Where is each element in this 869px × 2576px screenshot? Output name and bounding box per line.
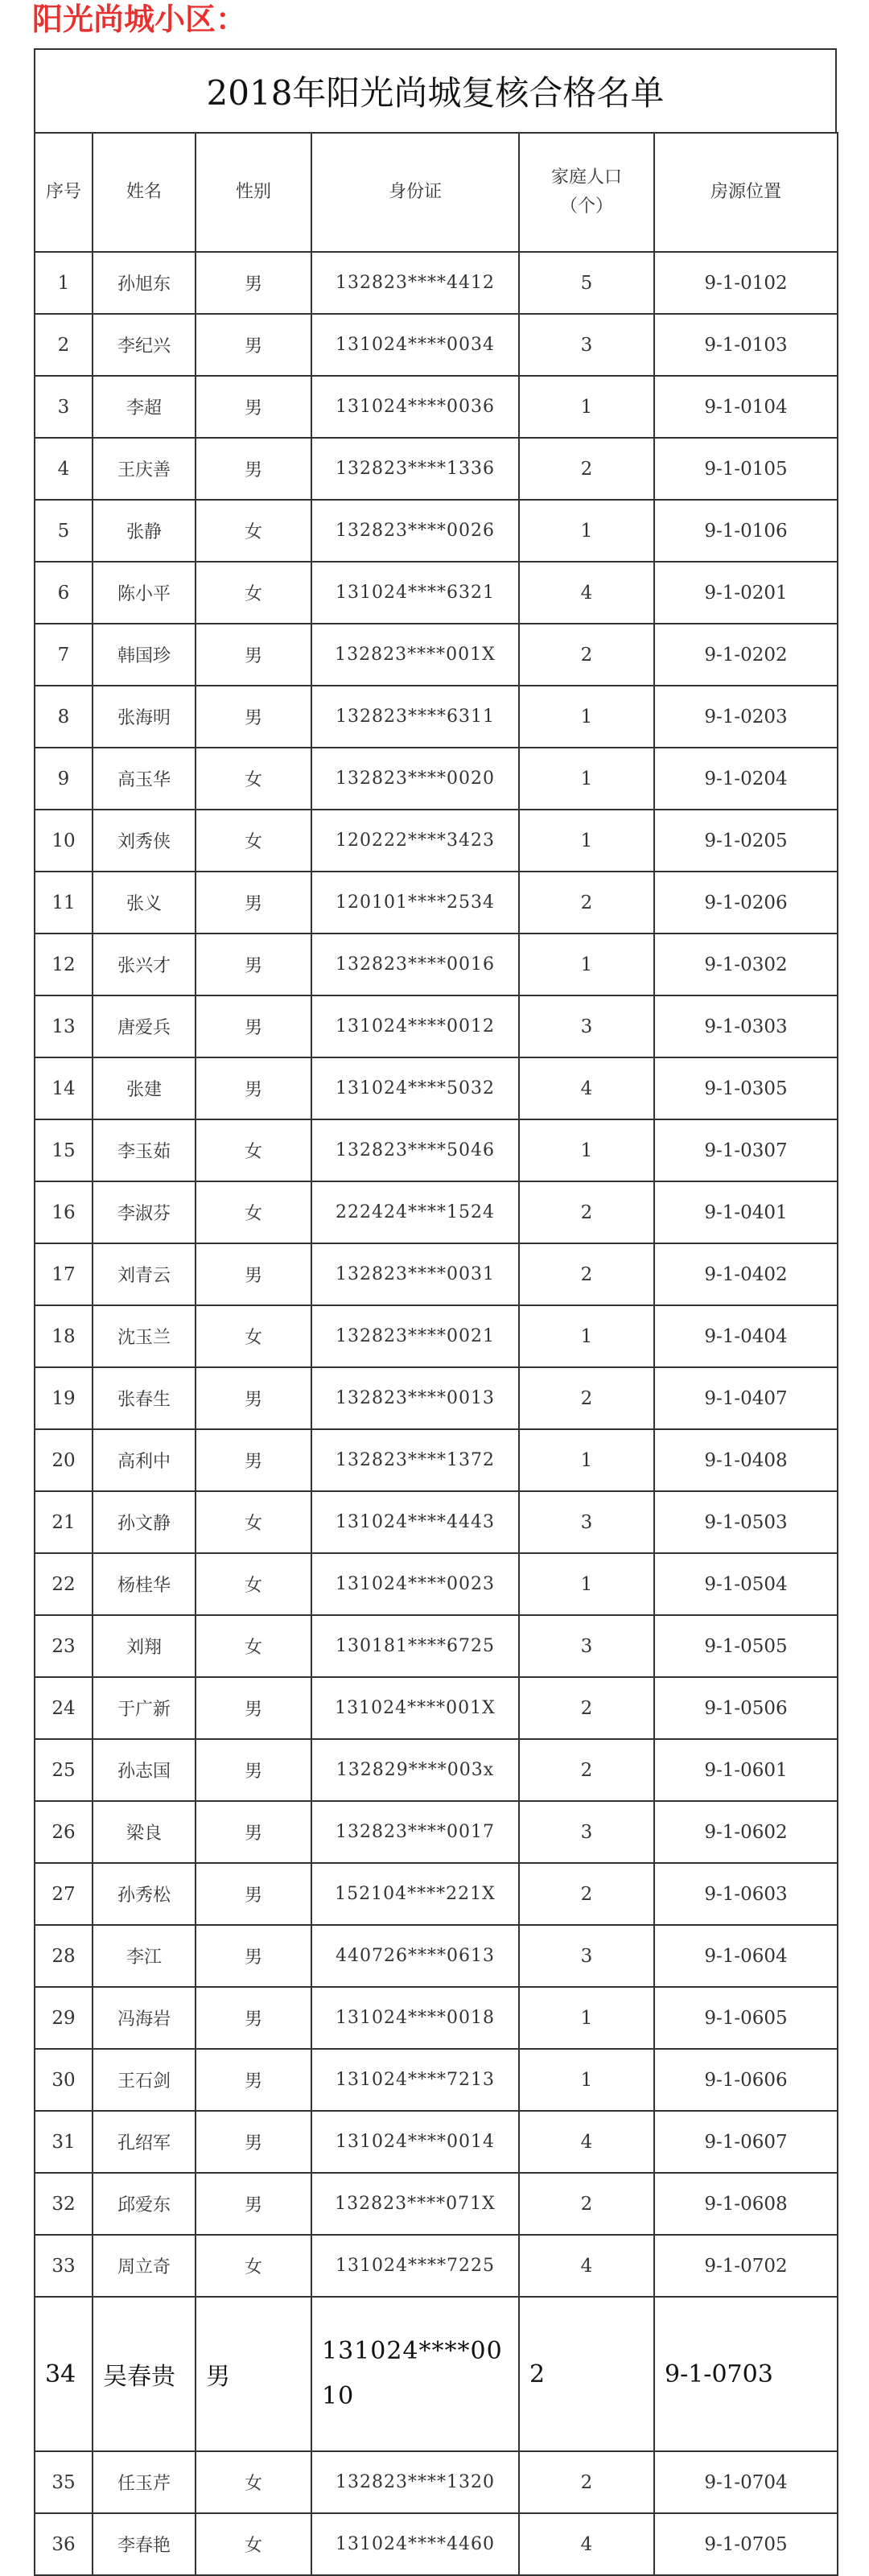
cell-family: 2	[519, 1739, 654, 1801]
cell-location: 9-1-0206	[654, 872, 838, 934]
cell-name: 孙秀松	[93, 1863, 196, 1925]
cell-location: 9-1-0506	[654, 1677, 838, 1739]
cell-id: 132823****0026	[311, 500, 519, 562]
cell-gender: 女	[196, 2451, 311, 2513]
cell-location: 9-1-0408	[654, 1429, 838, 1491]
cell-name: 李淑芬	[93, 1181, 196, 1243]
cell-seq: 3	[35, 376, 93, 438]
table-row	[35, 562, 838, 624]
table-row	[35, 2235, 838, 2297]
cell-location: 9-1-0402	[654, 1243, 838, 1305]
cell-id: 132823****001X	[311, 624, 519, 686]
cell-seq: 28	[35, 1925, 93, 1987]
cell-id: 131024****0036	[311, 376, 519, 438]
table-row	[35, 1057, 838, 1119]
cell-location: 9-1-0203	[654, 686, 838, 748]
cell-family: 4	[519, 1057, 654, 1119]
header-family	[519, 133, 654, 252]
cell-gender: 男	[196, 872, 311, 934]
cell-gender: 女	[196, 1553, 311, 1615]
header-id: 身份证	[311, 133, 519, 252]
cell-seq: 13	[35, 995, 93, 1057]
cell-family: 2	[519, 872, 654, 934]
cell-id: 132823****0017	[311, 1801, 519, 1863]
table-row	[35, 1491, 838, 1553]
cell-seq: 36	[35, 2513, 93, 2575]
cell-name: 陈小平	[93, 562, 196, 624]
cell-name: 吴春贵	[93, 2297, 196, 2451]
cell-id: 222424****1524	[311, 1181, 519, 1243]
cell-name: 于广新	[93, 1677, 196, 1739]
cell-seq: 21	[35, 1491, 93, 1553]
cell-family: 1	[519, 376, 654, 438]
cell-location: 9-1-0605	[654, 1987, 838, 2049]
cell-family: 1	[519, 748, 654, 810]
cell-name: 高利中	[93, 1429, 196, 1491]
community-title: 阳光尚城小区：	[32, 2, 247, 37]
cell-id: 132823****071X	[311, 2173, 519, 2235]
cell-id: 131024****4460	[311, 2513, 519, 2575]
table-row	[35, 1987, 838, 2049]
cell-gender: 女	[196, 1181, 311, 1243]
cell-id: 132823****0031	[311, 1243, 519, 1305]
table-title: 2018年阳光尚城复核合格名单	[34, 48, 837, 132]
table-row	[35, 314, 838, 376]
qualified-list-sheet	[34, 48, 837, 2576]
cell-seq: 2	[35, 314, 93, 376]
cell-name: 刘翔	[93, 1615, 196, 1677]
cell-location: 9-1-0703	[654, 2297, 838, 2451]
cell-family: 3	[519, 314, 654, 376]
cell-gender: 男	[196, 1863, 311, 1925]
table-row	[35, 2111, 838, 2173]
cell-location: 9-1-0201	[654, 562, 838, 624]
cell-name: 王庆善	[93, 438, 196, 500]
cell-location: 9-1-0305	[654, 1057, 838, 1119]
cell-seq: 32	[35, 2173, 93, 2235]
cell-family: 1	[519, 1305, 654, 1367]
table-row	[35, 1367, 838, 1429]
cell-seq: 35	[35, 2451, 93, 2513]
cell-gender: 男	[196, 314, 311, 376]
cell-location: 9-1-0204	[654, 748, 838, 810]
cell-id: 131024****7225	[311, 2235, 519, 2297]
cell-seq: 34	[35, 2297, 93, 2451]
cell-family: 5	[519, 252, 654, 314]
cell-gender: 女	[196, 748, 311, 810]
table-row	[35, 376, 838, 438]
cell-name: 王石剑	[93, 2049, 196, 2111]
cell-location: 9-1-0407	[654, 1367, 838, 1429]
header-location: 房源位置	[654, 133, 838, 252]
table-row	[35, 500, 838, 562]
cell-name: 周立奇	[93, 2235, 196, 2297]
table-row	[35, 686, 838, 748]
cell-location: 9-1-0603	[654, 1863, 838, 1925]
cell-family: 4	[519, 2235, 654, 2297]
cell-seq: 5	[35, 500, 93, 562]
cell-family: 4	[519, 2111, 654, 2173]
cell-location: 9-1-0705	[654, 2513, 838, 2575]
cell-seq: 8	[35, 686, 93, 748]
cell-id: 120222****3423	[311, 810, 519, 872]
cell-location: 9-1-0604	[654, 1925, 838, 1987]
cell-id: 132823****6311	[311, 686, 519, 748]
cell-name: 李江	[93, 1925, 196, 1987]
cell-seq: 20	[35, 1429, 93, 1491]
table-row	[35, 1305, 838, 1367]
cell-family: 2	[519, 624, 654, 686]
cell-location: 9-1-0106	[654, 500, 838, 562]
cell-family: 1	[519, 934, 654, 995]
cell-id: 132823****1336	[311, 438, 519, 500]
cell-id: 132823****0021	[311, 1305, 519, 1367]
header-family-line1: 家庭人口	[550, 167, 622, 188]
cell-gender: 男	[196, 1801, 311, 1863]
cell-family: 2	[519, 1677, 654, 1739]
table-row	[35, 1243, 838, 1305]
table-body	[35, 252, 838, 2575]
cell-location: 9-1-0404	[654, 1305, 838, 1367]
cell-id: 131024****0012	[311, 995, 519, 1057]
cell-id: 132823****4412	[311, 252, 519, 314]
cell-name: 张兴才	[93, 934, 196, 995]
cell-gender: 男	[196, 376, 311, 438]
cell-seq: 31	[35, 2111, 93, 2173]
cell-name: 梁良	[93, 1801, 196, 1863]
cell-seq: 27	[35, 1863, 93, 1925]
cell-family: 4	[519, 2513, 654, 2575]
cell-name: 李玉茹	[93, 1119, 196, 1181]
cell-gender: 男	[196, 686, 311, 748]
cell-id: 120101****2534	[311, 872, 519, 934]
table-row	[35, 748, 838, 810]
cell-family: 2	[519, 1181, 654, 1243]
table-row	[35, 1181, 838, 1243]
table-row	[35, 934, 838, 995]
cell-location: 9-1-0702	[654, 2235, 838, 2297]
cell-name: 李春艳	[93, 2513, 196, 2575]
table-row	[35, 252, 838, 314]
cell-id: 131024****7213	[311, 2049, 519, 2111]
cell-name: 孙旭东	[93, 252, 196, 314]
cell-id: 132829****003x	[311, 1739, 519, 1801]
cell-seq: 30	[35, 2049, 93, 2111]
cell-gender: 男	[196, 1057, 311, 1119]
table-row	[35, 1863, 838, 1925]
table-row	[35, 1677, 838, 1739]
cell-location: 9-1-0105	[654, 438, 838, 500]
cell-gender: 女	[196, 1491, 311, 1553]
cell-name: 孙志国	[93, 1739, 196, 1801]
cell-id: 440726****0613	[311, 1925, 519, 1987]
cell-location: 9-1-0202	[654, 624, 838, 686]
cell-gender: 女	[196, 500, 311, 562]
cell-gender: 女	[196, 2235, 311, 2297]
table-row	[35, 2513, 838, 2575]
cell-id: 131024****0014	[311, 2111, 519, 2173]
cell-gender: 女	[196, 1119, 311, 1181]
cell-name: 邱爱东	[93, 2173, 196, 2235]
cell-seq: 14	[35, 1057, 93, 1119]
cell-id: 131024****5032	[311, 1057, 519, 1119]
table-row	[35, 2297, 838, 2451]
cell-family: 1	[519, 1429, 654, 1491]
cell-name: 张海明	[93, 686, 196, 748]
cell-name: 高玉华	[93, 748, 196, 810]
cell-gender: 女	[196, 1305, 311, 1367]
cell-name: 张义	[93, 872, 196, 934]
cell-id: 132823****0016	[311, 934, 519, 995]
table-row	[35, 1119, 838, 1181]
cell-seq: 4	[35, 438, 93, 500]
cell-seq: 12	[35, 934, 93, 995]
cell-location: 9-1-0307	[654, 1119, 838, 1181]
cell-id: 132823****0020	[311, 748, 519, 810]
table-row	[35, 810, 838, 872]
cell-gender: 男	[196, 438, 311, 500]
cell-location: 9-1-0607	[654, 2111, 838, 2173]
cell-location: 9-1-0503	[654, 1491, 838, 1553]
cell-id: 132823****5046	[311, 1119, 519, 1181]
cell-id: 132823****1372	[311, 1429, 519, 1491]
table-row	[35, 872, 838, 934]
cell-seq: 1	[35, 252, 93, 314]
cell-id: 131024****0034	[311, 314, 519, 376]
cell-location: 9-1-0104	[654, 376, 838, 438]
cell-gender: 男	[196, 1677, 311, 1739]
cell-seq: 7	[35, 624, 93, 686]
cell-seq: 16	[35, 1181, 93, 1243]
cell-location: 9-1-0602	[654, 1801, 838, 1863]
cell-location: 9-1-0102	[654, 252, 838, 314]
table-row	[35, 2173, 838, 2235]
cell-family: 1	[519, 1119, 654, 1181]
header-family-line2: （个）	[559, 196, 613, 216]
cell-family: 1	[519, 2049, 654, 2111]
cell-seq: 22	[35, 1553, 93, 1615]
qualified-list-table	[34, 132, 838, 2576]
table-row	[35, 1553, 838, 1615]
cell-family: 2	[519, 2297, 654, 2451]
cell-gender: 男	[196, 1925, 311, 1987]
cell-family: 3	[519, 1801, 654, 1863]
cell-family: 2	[519, 1863, 654, 1925]
cell-gender: 男	[196, 995, 311, 1057]
cell-gender: 女	[196, 2513, 311, 2575]
cell-gender: 男	[196, 1429, 311, 1491]
cell-seq: 17	[35, 1243, 93, 1305]
cell-location: 9-1-0601	[654, 1739, 838, 1801]
cell-name: 张春生	[93, 1367, 196, 1429]
cell-gender: 男	[196, 934, 311, 995]
cell-name: 李纪兴	[93, 314, 196, 376]
cell-seq: 18	[35, 1305, 93, 1367]
cell-location: 9-1-0302	[654, 934, 838, 995]
cell-gender: 男	[196, 1367, 311, 1429]
cell-id: 131024****0018	[311, 1987, 519, 2049]
cell-id: 152104****221X	[311, 1863, 519, 1925]
cell-seq: 33	[35, 2235, 93, 2297]
cell-gender: 男	[196, 1987, 311, 2049]
cell-gender: 男	[196, 2173, 311, 2235]
cell-family: 3	[519, 1925, 654, 1987]
cell-name: 李超	[93, 376, 196, 438]
cell-seq: 25	[35, 1739, 93, 1801]
cell-location: 9-1-0606	[654, 2049, 838, 2111]
cell-gender: 男	[196, 252, 311, 314]
cell-gender: 男	[196, 2111, 311, 2173]
cell-id: 132823****0013	[311, 1367, 519, 1429]
cell-gender: 男	[196, 2297, 311, 2451]
table-row	[35, 1739, 838, 1801]
cell-family: 4	[519, 562, 654, 624]
cell-family: 1	[519, 1553, 654, 1615]
table-row	[35, 1429, 838, 1491]
cell-id: 131024****0023	[311, 1553, 519, 1615]
cell-name: 韩国珍	[93, 624, 196, 686]
cell-family: 1	[519, 686, 654, 748]
cell-name: 刘青云	[93, 1243, 196, 1305]
cell-family: 3	[519, 995, 654, 1057]
cell-seq: 19	[35, 1367, 93, 1429]
cell-family: 2	[519, 2451, 654, 2513]
cell-name: 沈玉兰	[93, 1305, 196, 1367]
cell-gender: 男	[196, 624, 311, 686]
header-seq: 序号	[35, 133, 93, 252]
cell-family: 1	[519, 500, 654, 562]
table-row	[35, 624, 838, 686]
cell-location: 9-1-0608	[654, 2173, 838, 2235]
cell-name: 孙文静	[93, 1491, 196, 1553]
cell-gender: 男	[196, 1243, 311, 1305]
cell-location: 9-1-0303	[654, 995, 838, 1057]
cell-gender: 女	[196, 810, 311, 872]
cell-id: 131024****0010	[311, 2297, 519, 2451]
cell-name: 冯海岩	[93, 1987, 196, 2049]
cell-name: 刘秀侠	[93, 810, 196, 872]
table-row	[35, 995, 838, 1057]
cell-seq: 15	[35, 1119, 93, 1181]
cell-id: 131024****4443	[311, 1491, 519, 1553]
cell-family: 2	[519, 2173, 654, 2235]
cell-name: 张静	[93, 500, 196, 562]
cell-seq: 9	[35, 748, 93, 810]
cell-location: 9-1-0504	[654, 1553, 838, 1615]
cell-name: 孔绍军	[93, 2111, 196, 2173]
cell-seq: 29	[35, 1987, 93, 2049]
cell-id: 130181****6725	[311, 1615, 519, 1677]
cell-family: 3	[519, 1491, 654, 1553]
cell-location: 9-1-0401	[654, 1181, 838, 1243]
cell-location: 9-1-0205	[654, 810, 838, 872]
cell-location: 9-1-0103	[654, 314, 838, 376]
cell-seq: 26	[35, 1801, 93, 1863]
header-gender: 性别	[196, 133, 311, 252]
cell-id: 131024****001X	[311, 1677, 519, 1739]
cell-seq: 6	[35, 562, 93, 624]
cell-name: 杨桂华	[93, 1553, 196, 1615]
table-row	[35, 2451, 838, 2513]
cell-gender: 女	[196, 562, 311, 624]
cell-gender: 女	[196, 1615, 311, 1677]
cell-family: 2	[519, 1367, 654, 1429]
cell-seq: 11	[35, 872, 93, 934]
cell-seq: 10	[35, 810, 93, 872]
cell-family: 2	[519, 438, 654, 500]
header-name: 姓名	[93, 133, 196, 252]
table-row	[35, 438, 838, 500]
header-row	[35, 133, 838, 252]
cell-family: 3	[519, 1615, 654, 1677]
cell-gender: 男	[196, 1739, 311, 1801]
cell-seq: 24	[35, 1677, 93, 1739]
cell-name: 任玉芹	[93, 2451, 196, 2513]
cell-family: 1	[519, 810, 654, 872]
cell-seq: 23	[35, 1615, 93, 1677]
cell-family: 2	[519, 1243, 654, 1305]
cell-location: 9-1-0704	[654, 2451, 838, 2513]
table-row	[35, 1925, 838, 1987]
cell-family: 1	[519, 1987, 654, 2049]
cell-location: 9-1-0505	[654, 1615, 838, 1677]
table-row	[35, 1801, 838, 1863]
cell-id: 132823****1320	[311, 2451, 519, 2513]
cell-name: 张建	[93, 1057, 196, 1119]
table-row	[35, 1615, 838, 1677]
cell-name: 唐爱兵	[93, 995, 196, 1057]
cell-gender: 男	[196, 2049, 311, 2111]
cell-id: 131024****6321	[311, 562, 519, 624]
table-row	[35, 2049, 838, 2111]
